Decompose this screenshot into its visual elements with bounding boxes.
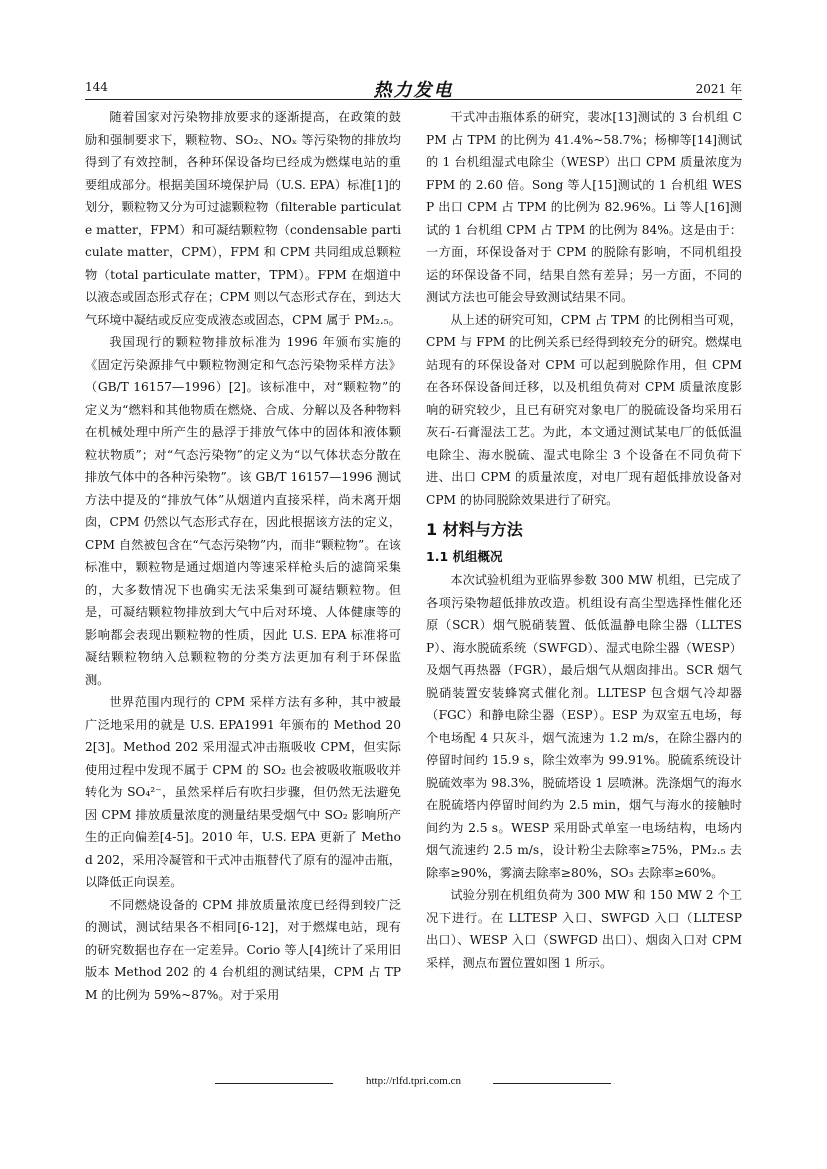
page-header xyxy=(85,76,742,101)
header-rule xyxy=(85,99,742,100)
paragraph: 本次试验机组为亚临界参数 300 MW 机组，已完成了各项污染物超低排放改造。机组设有高尘型选择性催化还原（SCR）烟气脱硝装置、低低温静电除尘器（LLTESP）、海水脱硫系统（SWFGD）、湿式电除尘器（WESP）及烟气再热器（FGR），最后烟气从烟囱排出。SCR 烟气脱硝装置安装蜂窝式催化剂。LLTESP 包含烟气冷却器（FGC）和静电除尘器（ESP）。ESP 为双室五电场，每个电场配 4 只灰斗，烟气流速为 1.2 m/s，在除尘器内的停留时间约 15.9 s，除尘效率为 99.91%。脱硫系统设计脱硫效率为 98.3%，脱硫塔设 1 层喷淋。洗涤烟气的海水在脱硫塔内停留时间约为 2.5 min，烟气与海水的接触时间约为 2.5 s。WESP 采用卧式单室一电场结构，电场内烟气流速约 2.5 m/s，设计粉尘去除率≥75%，PM₂.₅ 去除率≥90%，雾滴去除率≥80%，SO₃ 去除率≥60%。 xyxy=(426,573,742,880)
paragraph: 干式冲击瓶体系的研究，裴冰[13]测试的 3 台机组 CPM 占 TPM 的比例为 41.4%~58.7%；杨柳等[14]测试的 1 台机组湿式电除尘（WESP）出口 CPM 质量浓度为 FPM 的 2.60 倍。Song 等人[15]测试的 1 台机组 WESP 出口 CPM 占 TPM 的比例为 82.96%。Li 等人[16]测试的 1 台机组 CPM 占 TPM 的比例为 84%。这是由于：一方面，环保设备对于 CPM 的脱除有影响，不同机组投运的环保设备不同，结果自然有差异；另一方面，不同的测试方法也可能会导致测试结果不同。 xyxy=(426,110,742,304)
paragraph: 从上述的研究可知，CPM 占 TPM 的比例相当可观，CPM 与 FPM 的比例关系已经得到较充分的研究。燃煤电站现有的环保设备对 CPM 可以起到脱除作用，但 CPM 在各环保设备间迁移，以及机组负荷对 CPM 质量浓度影响的研究较少，且已有研究对象电厂的脱硫设备均采用石灰石-石膏湿法工艺。为此，本文通过测试某电厂的低低温电除尘、海水脱硫、湿式电除尘 3 个设备在不同负荷下进、出口 CPM 的质量浓度，对电厂现有超低排放设备对 CPM 的协同脱除效果进行了研究。 xyxy=(426,312,742,507)
page-footer xyxy=(0,1075,827,1095)
journal-title: 热力发电 xyxy=(373,80,454,101)
journal-url: http://rlfd.tpri.com.cn xyxy=(365,1075,461,1087)
left-column xyxy=(85,106,401,1006)
paragraph: 我国现行的颗粒物排放标准为 1996 年颁布实施的《固定污染源排气中颗粒物测定和气态污染物采样方法》（GB/T 16157—1996）[2]。该标准中，对“颗粒物”的定义为“燃料和其他物质在燃烧、合成、分解以及各种物料在机械处理中所产生的悬浮于排放气体中的固体和液体颗粒状物质”；对“气态污染物”的定义为“以气体状态分散在排放气体中的各种污染物”。该 GB/T 16157—1996 测试方法中提及的“排放气体”从烟道内直接采样，尚未离开烟囱，CPM 仍然以气态形式存在，因此根据该方法的定义，CPM 自然被包含在“气态污染物”内，而非“颗粒物”。在该标准中，颗粒物是通过烟道内等速采样枪头后的滤筒采集的，大多数情况下也确实无法采集到可凝结颗粒物。但是，可凝结颗粒物排放到大气中后对环境、人体健康等的影响都会表现出颗粒物的性质，因此 U.S. EPA 标准将可凝结颗粒物纳入总颗粒物的分类方法更加有利于环保监测。 xyxy=(85,335,401,687)
section-heading: 1 材料与方法 xyxy=(426,520,523,539)
paragraph: 试验分别在机组负荷为 300 MW 和 150 MW 2 个工况下进行。在 LLTESP 入口、SWFGD 入口（LLTESP 出口）、WESP 入口（SWFGD 出口）、烟囱入口对 CPM 采样，测点布置位置如图 1 所示。 xyxy=(426,888,742,970)
paragraph: 世界范围内现行的 CPM 采样方法有多种，其中被最广泛地采用的就是 U.S. EPA1991 年颁布的 Method 202[3]。Method 202 采用湿式冲击瓶吸收 CPM，但实际使用过程中发现不属于 CPM 的 SO₂ 也会被吸收瓶吸收并转化为 SO₄²⁻，虽然采样后有吹扫步骤，但仍然无法避免因 CPM 排放质量浓度的测量结果受烟气中 SO₂ 影响所产生的正向偏差[4-5]。2010 年，U.S. EPA 更新了 Method 202，采用冷凝管和干式冲击瓶替代了原有的湿冲击瓶，以降低正向误差。 xyxy=(85,695,401,889)
publication-year: 2021 年 xyxy=(695,82,742,96)
footer-rule-right xyxy=(493,1083,611,1084)
subsection-heading: 1.1 机组概况 xyxy=(426,549,503,564)
page-number: 144 xyxy=(85,80,108,94)
right-column xyxy=(426,106,742,974)
paragraph: 随着国家对污染物排放要求的逐渐提高，在政策的鼓励和强制要求下，颗粒物、SO₂、NOₓ 等污染物的排放均得到了有效控制，各种环保设备均已经成为燃煤电站的重要组成部分。根据美国环境保护局（U.S. EPA）标准[1]的划分，颗粒物又分为可过滤颗粒物（filterable particulate matter，FPM）和可凝结颗粒物（condensable particulate matter，CPM），FPM 和 CPM 共同组成总颗粒物（total particulate matter，TPM）。FPM 在烟道中以液态或固态形式存在；CPM 则以气态形式存在，到达大气环境中凝结或反应变成液态或固态，CPM 属于 PM₂.₅。 xyxy=(85,110,401,327)
paragraph: 不同燃烧设备的 CPM 排放质量浓度已经得到较广泛的测试，测试结果各不相同[6-12]，对于燃煤电站，现有的研究数据也存在一定差异。Corio 等人[4]统计了采用旧版本 Method 202 的 4 台机组的测试结果，CPM 占 TPM 的比例为 59%~87%。对于采用 xyxy=(85,897,401,1002)
